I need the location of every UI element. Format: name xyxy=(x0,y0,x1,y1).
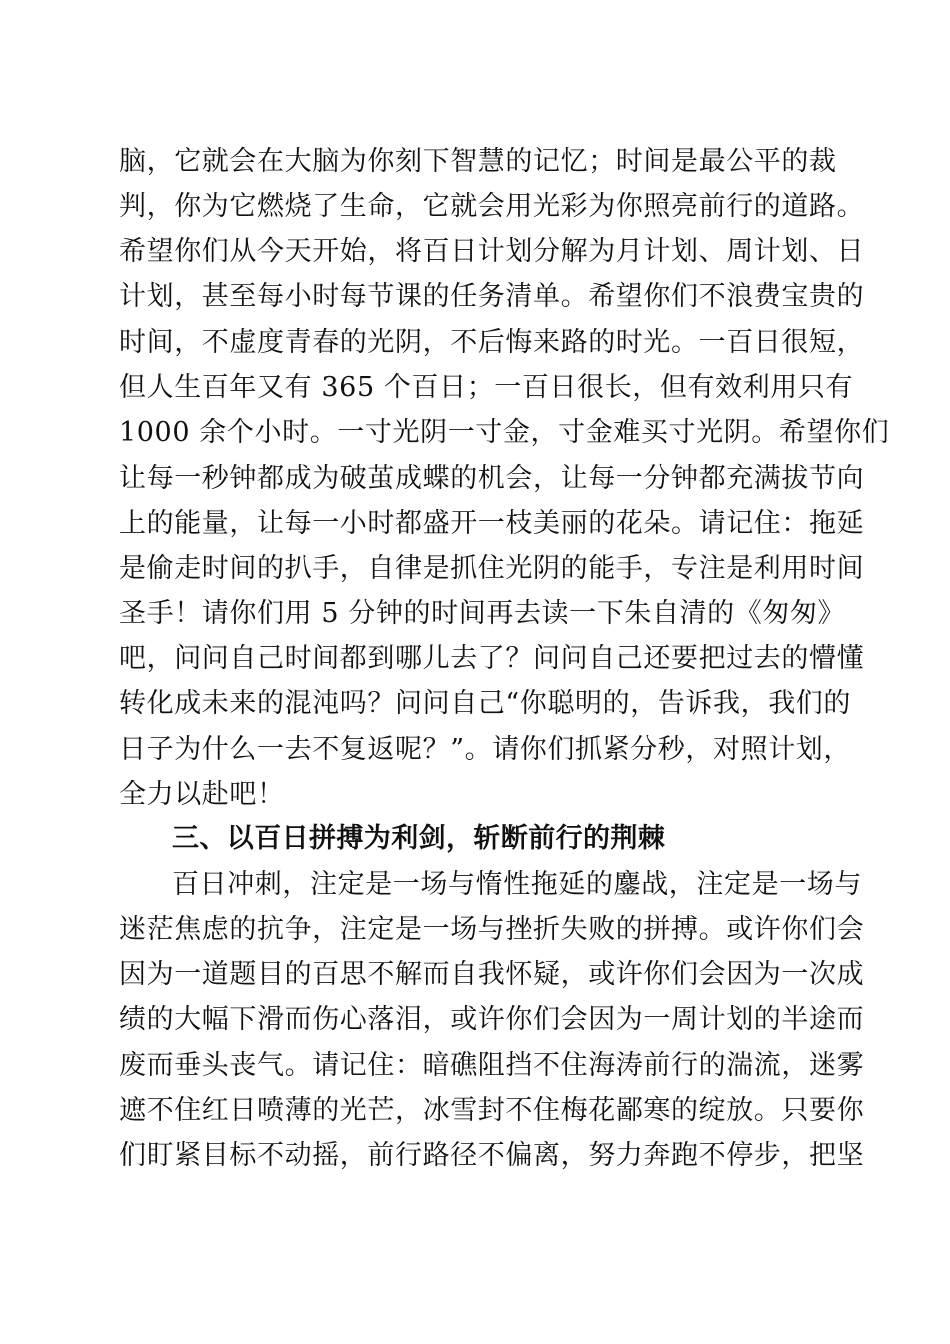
text-line: 计划，甚至每小时每节课的任务清单。希望你们不浪费宝贵的 xyxy=(119,281,865,312)
text-line: 时间，不虚度青春的光阴，不后悔来路的时光。一百日很短， xyxy=(119,327,865,358)
text-line: 判，你为它燃烧了生命，它就会用光彩为你照亮前行的道路。 xyxy=(119,191,865,222)
text-line: 们盯紧目标不动摇，前行路径不偏离，努力奔跑不停步，把坚 xyxy=(119,1140,865,1171)
text-line: 让每一秒钟都成为破茧成蝶的机会，让每一分钟都充满拔节向 xyxy=(119,463,865,494)
text-line: 绩的大幅下滑而伤心落泪，或许你们会因为一周计划的半途而 xyxy=(119,1004,865,1035)
text-line: 吧，问问自己时间都到哪儿去了？问问自己还要把过去的懵懂 xyxy=(119,643,865,674)
text-line: 圣手！请你们用 5 分钟的时间再去读一下朱自清的《匆匆》 xyxy=(119,598,846,629)
text-line: 全力以赴吧！ xyxy=(119,779,285,810)
text-line: 脑，它就会在大脑为你刻下智慧的记忆；时间是最公平的裁 xyxy=(119,146,837,177)
text-line: 遮不住红日喷薄的光芒，冰雪封不住梅花鄙寒的绽放。只要你 xyxy=(119,1095,865,1126)
text-line: 1000 余个小时。一寸光阴一寸金，寸金难买寸光阴。希望你们 xyxy=(119,417,890,448)
text-line: 转化成未来的混沌吗？问问自己“你聪明的，告诉我，我们的 xyxy=(119,688,852,719)
text-line: 但人生百年又有 365 个百日；一百日很长，但有效利用只有 xyxy=(119,372,854,403)
text-line: 希望你们从今天开始，将百日计划分解为月计划、周计划、日 xyxy=(119,236,865,267)
text-line: 上的能量，让每一小时都盛开一枝美丽的花朵。请记住：拖延 xyxy=(119,508,865,539)
text-line: 废而垂头丧气。请记住：暗礁阻挡不住海涛前行的湍流，迷雾 xyxy=(119,1050,865,1081)
text-line: 因为一道题目的百思不解而自我怀疑，或许你们会因为一次成 xyxy=(119,959,865,990)
section-heading: 三、以百日拼搏为利剑，斩断前行的荆棘 xyxy=(172,823,666,854)
text-line: 百日冲刺，注定是一场与惰性拖延的鏖战，注定是一场与 xyxy=(172,869,862,900)
text-line: 是偷走时间的扒手，自律是抓住光阴的能手，专注是利用时间 xyxy=(119,553,865,584)
text-line: 迷茫焦虑的抗争，注定是一场与挫折失败的拼搏。或许你们会 xyxy=(119,914,865,945)
text-line: 日子为什么一去不复返呢？”。请你们抓紧分秒，对照计划， xyxy=(119,734,852,765)
